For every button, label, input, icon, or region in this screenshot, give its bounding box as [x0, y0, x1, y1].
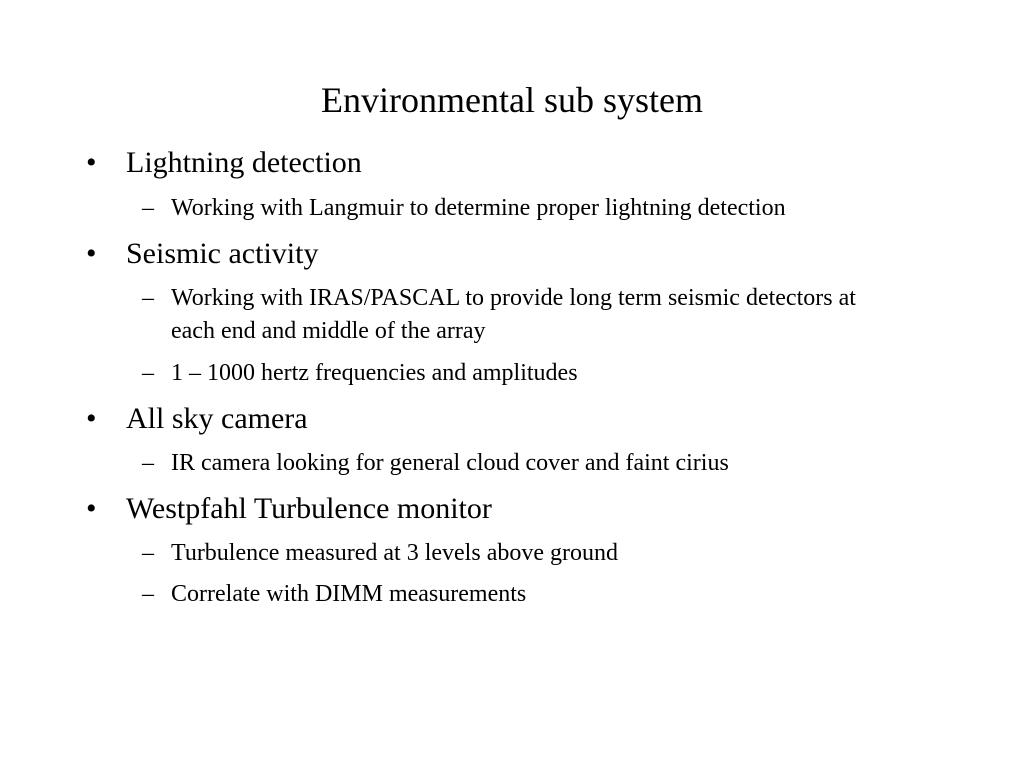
sub-bullet-dash: – — [142, 450, 154, 476]
bullet-label: Westpfahl Turbulence monitor — [126, 492, 492, 525]
sub-bullet-label: 1 – 1000 hertz frequencies and amplitudes — [171, 360, 578, 386]
bullet-label: Lightning detection — [126, 146, 362, 179]
sub-bullet-label: Correlate with DIMM measurements — [171, 581, 527, 607]
sub-bullet-label: Turbulence measured at 3 levels above ground — [171, 540, 618, 566]
sub-bullet-dash: – — [142, 360, 154, 386]
sub-bullet-dash: – — [142, 540, 154, 566]
bullet-dot: • — [86, 402, 97, 435]
bullet-dot: • — [86, 146, 97, 179]
bullet-label: All sky camera — [126, 402, 308, 435]
sub-bullet-label: IR camera looking for general cloud cover and faint cirius — [171, 450, 729, 476]
sub-bullet-dash: – — [142, 285, 154, 311]
sub-bullet-dash: – — [142, 195, 154, 221]
bullet-dot: • — [86, 237, 97, 270]
sub-bullet-label: Working with Langmuir to determine proper lightning detection — [171, 195, 786, 221]
bullet-dot: • — [86, 492, 97, 525]
slide-title: Environmental sub system — [321, 80, 703, 120]
sub-bullet-dash: – — [142, 581, 154, 607]
sub-bullet-label: Working with IRAS/PASCAL to provide long term seismic detectors at each end and middle of the array — [171, 285, 856, 344]
bullet-label: Seismic activity — [126, 237, 319, 270]
